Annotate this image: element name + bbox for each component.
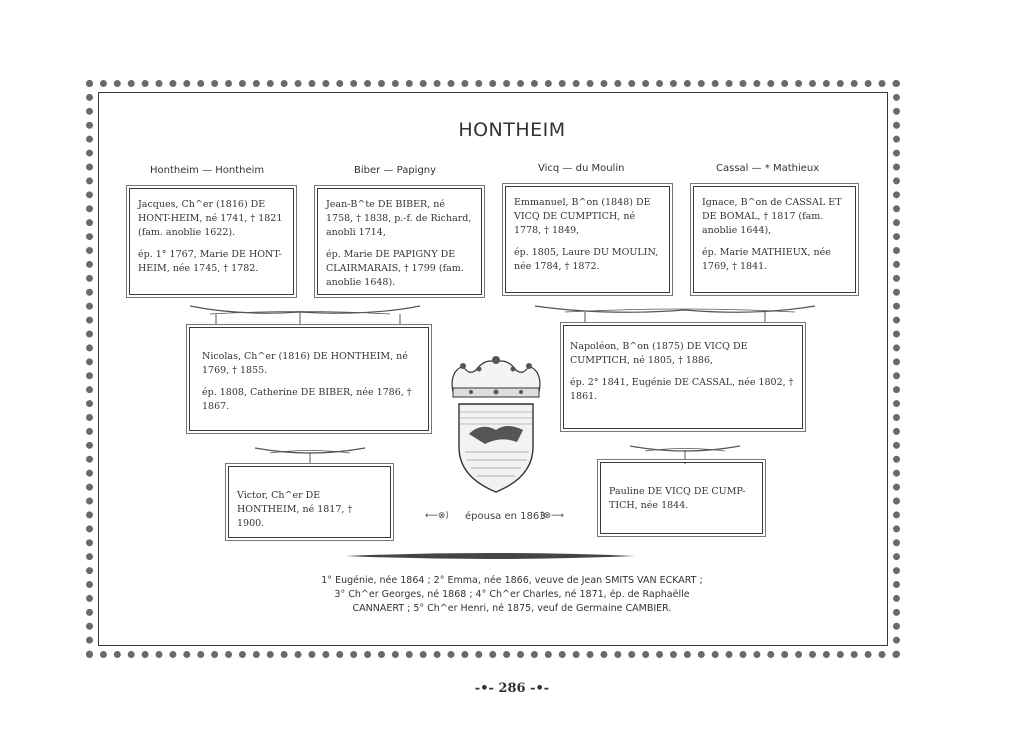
box-line: Jacques, Ch^er (1816) DE HONT-HEIM, né 1741, † 1821 (fam. anoblie 1622). [138,199,283,238]
heading-vicq: Vicq — du Moulin [538,163,625,174]
box-line: ép. Marie MATHIEUX, née 1769, † 1841. [702,247,831,272]
box-line: ép. 1808, Catherine DE BIBER, née 1786, † 1867. [202,387,412,412]
connector-left [180,298,440,328]
box-napoleon [563,325,803,429]
children-line: 1° Eugénie, née 1864 ; 2° Emma, née 1866, veuve de Jean SMITS VAN ECKART ; [321,575,703,586]
box-line: ép. 2° 1841, Eugénie DE CASSAL, née 1802, † 1861. [570,377,794,402]
box-nicolas [189,327,429,431]
box-line: ép. 1° 1767, Marie DE HONT-HEIM, née 1745, † 1782. [138,249,282,274]
page-number: -•- 286 -•- [474,681,550,696]
box-line: ép. 1805, Laure DU MOULIN, née 1784, † 1872. [514,247,659,272]
coat-of-arms-crest [441,352,551,497]
box-line: Nicolas, Ch^er (1816) DE HONTHEIM, né 1769, † 1855. [202,351,408,376]
heading-biber: Biber — Papigny [354,165,437,176]
heading-cassal: Cassal — * Mathieux [716,163,820,174]
box-line: Ignace, B^on de CASSAL ET DE BOMAL, † 1817 (fam. anoblie 1644), [702,197,842,236]
box-victor [228,466,391,538]
box-biber [317,188,482,295]
box-hontheim [129,188,294,295]
box-line: Pauline DE VICQ DE CUMP-TICH, née 1844. [609,486,746,511]
box-pauline [600,462,763,534]
ornament-right: ⟨⊗⟶ [540,511,564,521]
box-line: Napoléon, B^on (1875) DE VICQ DE CUMPTICH, né 1805, † 1886, [570,341,748,366]
box-line: Emmanuel, B^on (1848) DE VICQ DE CUMPTICH, né 1778, † 1849, [514,197,651,236]
box-line: Victor, Ch^er DE HONTHEIM, né 1817, † 1900. [237,490,353,529]
connector-victor [250,440,370,468]
ornament-left: ⟵⊗⟩ [425,511,449,521]
children-line: 3° Ch^er Georges, né 1868 ; 4° Ch^er Charles, né 1871, ép. de Raphaëlle [334,589,690,600]
box-vicq [505,186,670,293]
connector-right [525,296,825,326]
box-line: ép. Marie DE PAPIGNY DE CLAIRMARAIS, † 1799 (fam. anoblie 1648). [326,249,464,288]
children-line: CANNAERT ; 5° Ch^er Henri, né 1875, veuf de Germaine CAMBIER. [352,603,672,614]
box-line: Jean-B^te DE BIBER, né 1758, † 1838, p.-f. de Richard, anobli 1714, [326,199,472,238]
children-list [0,574,1024,616]
page-title: HONTHEIM [458,119,566,141]
marriage-label: épousa en 1863 [465,511,546,522]
children-divider [340,548,640,564]
box-cassal [693,186,856,293]
heading-hontheim: Hontheim — Hontheim [150,165,265,176]
